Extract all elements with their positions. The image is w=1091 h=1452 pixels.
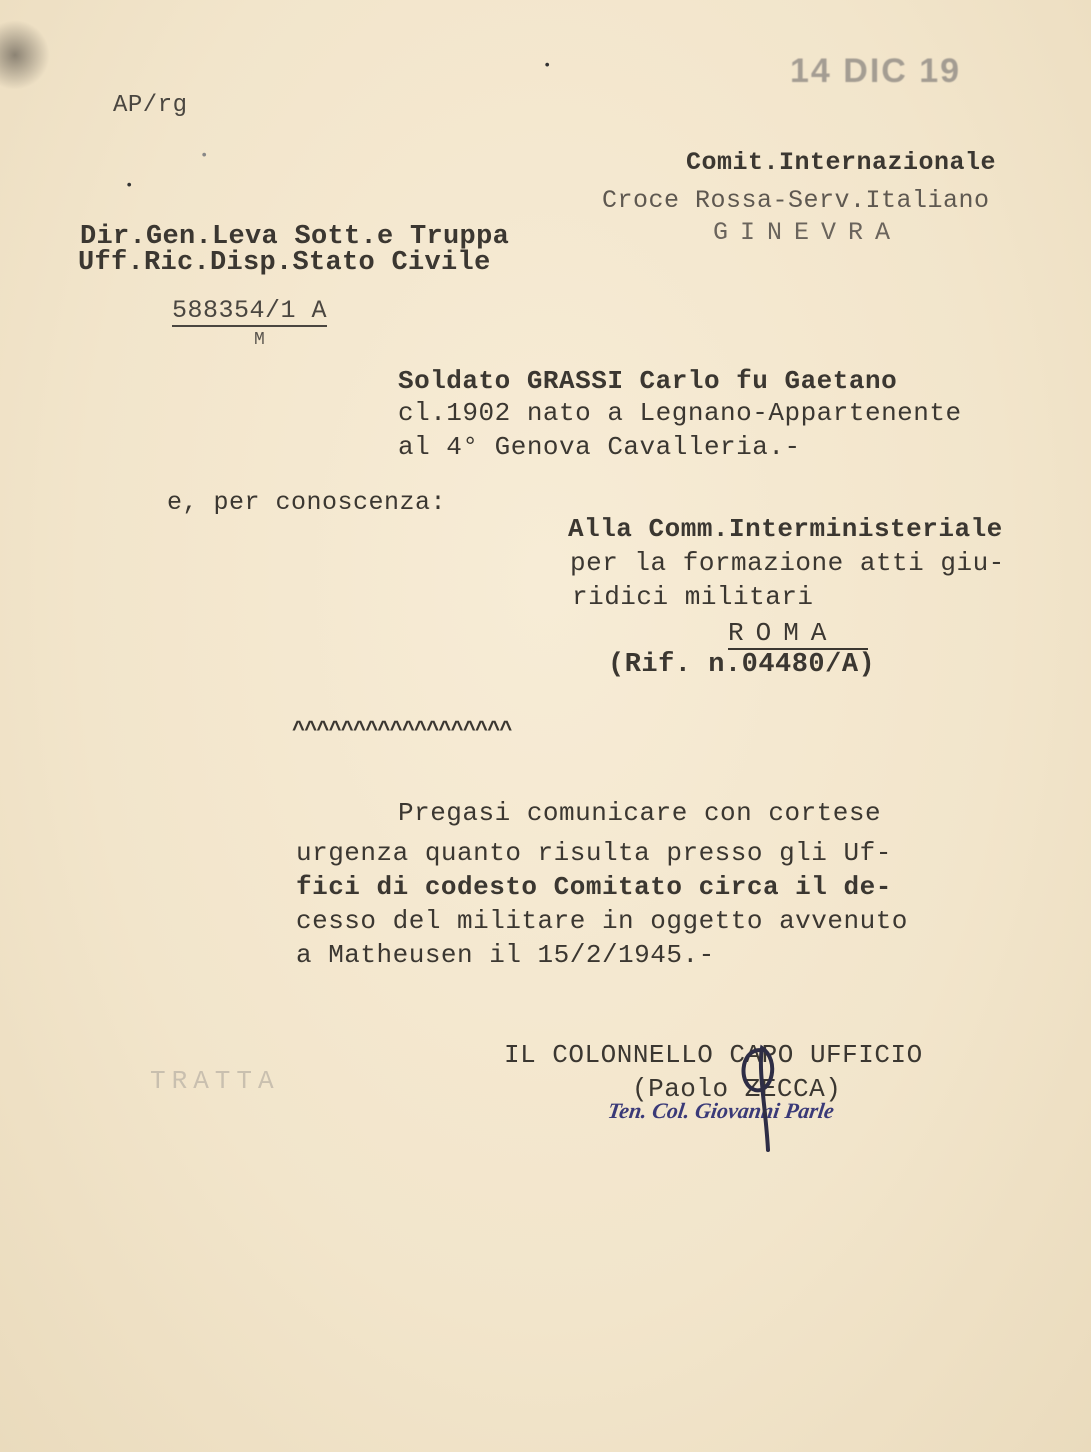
signature-title: IL COLONNELLO CAPO UFFICIO bbox=[504, 1040, 923, 1070]
ink-dot: • bbox=[125, 178, 134, 194]
sender-line-1: Comit.Internazionale bbox=[686, 148, 997, 177]
sender-city: GINEVRA bbox=[713, 218, 903, 247]
signature-scribble bbox=[730, 1030, 790, 1160]
body-line-1: Pregasi comunicare con cortese bbox=[398, 798, 882, 828]
ink-dot: • bbox=[200, 148, 209, 164]
body-line-5: a Matheusen il 15/2/1945.- bbox=[296, 940, 715, 970]
cc-addressee-line-3: ridici militari bbox=[572, 582, 814, 612]
cc-addressee-city: ROMA bbox=[728, 618, 868, 650]
recipient-line-1: Dir.Gen.Leva Sott.e Truppa bbox=[80, 222, 510, 252]
body-line-3: fici di codesto Comitato circa il de- bbox=[296, 872, 892, 902]
subject-line-3: al 4° Genova Cavalleria.- bbox=[398, 432, 801, 462]
subject-line-2: cl.1902 nato a Legnano-Appartenente bbox=[398, 398, 962, 428]
subject-line-1: Soldato GRASSI Carlo fu Gaetano bbox=[398, 366, 898, 396]
date-stamp: 14 DIC 19 bbox=[790, 52, 962, 90]
faded-stamp: TRATTA bbox=[150, 1066, 280, 1096]
cc-addressee-line-2: per la formazione atti giu- bbox=[570, 548, 1005, 578]
signature-name: (Paolo ZECCA) bbox=[632, 1074, 842, 1104]
cc-label: e, per conoscenza: bbox=[167, 488, 447, 517]
cc-reference: (Rif. n.04480/A) bbox=[608, 650, 876, 680]
cc-addressee-line-1: Alla Comm.Interministeriale bbox=[568, 514, 1003, 544]
body-line-2: urgenza quanto risulta presso gli Uf- bbox=[296, 838, 892, 868]
ink-dot: • bbox=[543, 58, 552, 74]
separator-line: ^^^^^^^^^^^^^^^^^^ bbox=[292, 718, 512, 743]
protocol-sub: M bbox=[254, 330, 266, 350]
sender-line-2: Croce Rossa-Serv.Italiano bbox=[602, 186, 990, 215]
paper-shadow bbox=[0, 20, 50, 90]
reference-code: AP/rg bbox=[113, 92, 188, 119]
recipient-line-2: Uff.Ric.Disp.Stato Civile bbox=[78, 248, 491, 278]
protocol-number: 588354/1 A bbox=[172, 296, 328, 325]
body-line-4: cesso del militare in oggetto avvenuto bbox=[296, 906, 908, 936]
handwritten-signature: Ten. Col. Giovanni Parle bbox=[606, 1098, 836, 1123]
